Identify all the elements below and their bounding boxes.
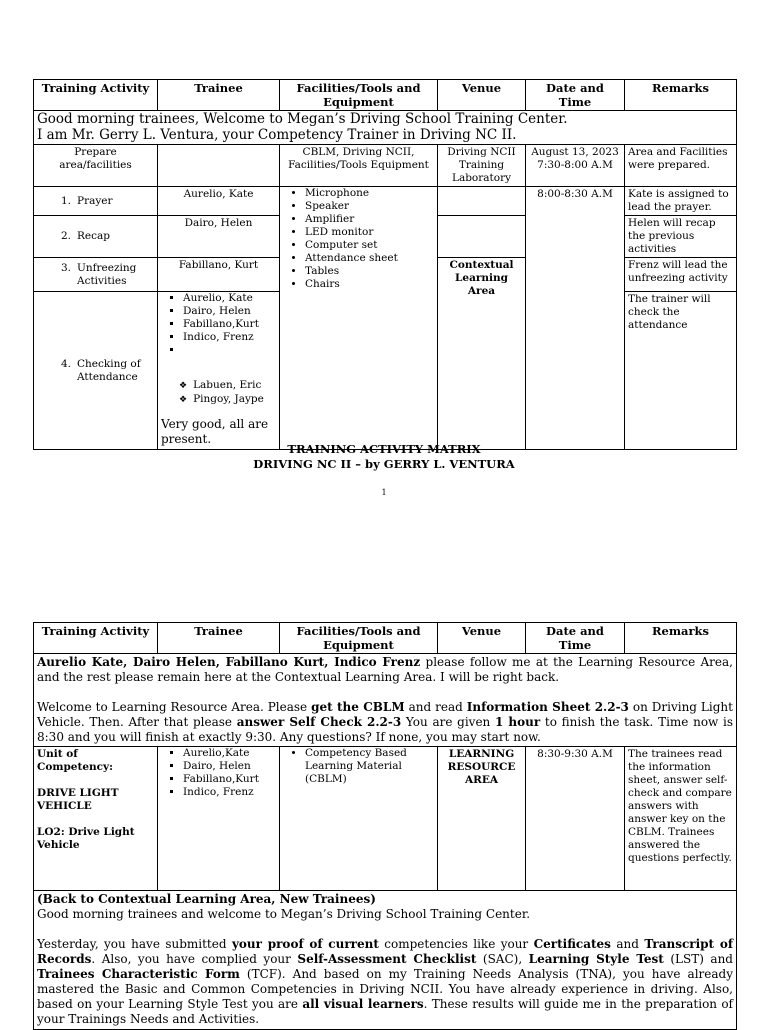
list-item: • Competency Based Learning Material (CBLM)	[305, 747, 434, 786]
page-title-line-2: DRIVING NC II – by GERRY L. VENTURA	[253, 457, 515, 471]
header-trainee: Trainee	[158, 623, 280, 654]
list-item: ▪ Dairo, Helen	[183, 760, 276, 773]
header-training-activity: Training Activity	[34, 623, 158, 654]
instruction-cell	[34, 654, 737, 747]
table-row	[34, 747, 737, 891]
page-number: 1	[381, 488, 387, 497]
activity-number: 3.	[60, 261, 71, 274]
list-item: • Computer set	[305, 239, 434, 252]
activity-label: Checking of Attendance	[77, 357, 141, 383]
instruction-paragraph-2: Welcome to Learning Resource Area. Please get the CBLM and read Information Sheet 2.2-3 on Driving Light Vehicle. Then. After that please answer Self Check 2.2-3 You are given 1 hour to finish the task. Time now is 8:30 and you will finish at exactly 9:30. Any questions? If none, you may start now.	[37, 700, 734, 744]
recap-remarks: Helen will recap the previous activities	[625, 216, 737, 258]
list-item: ▪ Indico, Frenz	[183, 786, 276, 799]
facilities-list	[283, 187, 434, 291]
list-item: ▪ Fabillano,Kurt	[183, 773, 276, 786]
prepare-venue: Driving NCII Training Laboratory	[438, 145, 526, 187]
list-item: • Tables	[305, 265, 434, 278]
list-item	[183, 344, 276, 357]
header-remarks: Remarks	[625, 80, 737, 111]
list-item: • Chairs	[305, 278, 434, 291]
prayer-trainee: Aurelio, Kate	[158, 187, 280, 216]
table2-instruction-row	[34, 654, 737, 747]
present-list	[161, 292, 276, 357]
prepare-activity: Prepare area/facilities	[34, 145, 158, 187]
prepare-time: 7:30-8:00 A.M	[537, 159, 613, 171]
header-remarks: Remarks	[625, 623, 737, 654]
intro-line-1: Good morning trainees, Welcome to Megan’s Driving School Training Center.	[37, 111, 568, 127]
attendance-remarks: The trainer will check the attendance	[625, 292, 737, 450]
header-venue: Venue	[438, 80, 526, 111]
contextual-venue: Contextual Learning Area	[438, 258, 526, 450]
table1-intro-row	[34, 111, 737, 145]
lrc-facilities	[280, 747, 438, 891]
list-item: ▪ Indico, Frenz	[183, 331, 276, 344]
page-title	[0, 442, 768, 472]
table-row	[34, 145, 737, 187]
list-item: • Attendance sheet	[305, 252, 434, 265]
closing-heading: (Back to Contextual Learning Area, New Trainees)	[37, 892, 376, 906]
lrc-trainees	[158, 747, 280, 891]
activity-number: 4.	[60, 357, 71, 370]
list-item: • Speaker	[305, 200, 434, 213]
unit-of-competency-cell	[34, 747, 158, 891]
activity-unfreezing	[34, 258, 158, 292]
recap-trainee: Dairo, Helen	[158, 216, 280, 258]
attendance-trainees	[158, 292, 280, 450]
lrc-remarks: The trainees read the information sheet, answer self-check and compare answers with answer key on the CBLM. Trainees answered the questions perfectly.	[625, 747, 737, 891]
attendance-note: Very good, all are present.	[161, 417, 269, 446]
prayer-venue	[438, 187, 526, 216]
activity-attendance	[34, 292, 158, 450]
closing-paragraph: Yesterday, you have submitted your proof of current competencies like your Certificates and Transcript of Records. Also, you have complied your Self-Assessment Checklist (SAC), Learning Style Test (LST) and Trainees Characteristic Form (TCF). And based on my Training Needs Analysis (TNA), you have already mastered the Basic and Common Competencies in Driving NCII. You have already experience in driving. Also, based on your Learning Style Test you are all visual learners. These results will guide me in the preparation of your Trainings Needs and Activities.	[37, 937, 734, 1026]
intro-line-2: I am Mr. Gerry L. Ventura, your Competency Trainer in Driving NC II.	[37, 127, 517, 143]
list-item: • Microphone	[305, 187, 434, 200]
facility-list	[283, 747, 434, 786]
activity-label: Unfreezing Activities	[77, 261, 137, 287]
list-item: • LED monitor	[305, 226, 434, 239]
intro-cell	[34, 111, 737, 145]
activity-recap	[34, 216, 158, 258]
header-date-time: Date and Time	[526, 80, 625, 111]
activity-label: Prayer	[77, 194, 113, 207]
prepare-datetime	[526, 145, 625, 187]
unit-value: DRIVE LIGHT VEHICLE	[37, 787, 119, 812]
list-item: ▪ Aurelio, Kate	[183, 292, 276, 305]
list-item: ▪ Fabillano,Kurt	[183, 318, 276, 331]
lrc-venue: LEARNING RESOURCE AREA	[438, 747, 526, 891]
table2-closing-row	[34, 891, 737, 1030]
training-matrix-table-2	[33, 622, 737, 1030]
recap-venue	[438, 216, 526, 258]
unfreezing-trainee: Fabillano, Kurt	[158, 258, 280, 292]
table2-header-row	[34, 623, 737, 654]
prepare-date: August 13, 2023	[531, 146, 619, 158]
activity-number: 1.	[60, 194, 71, 207]
prepare-facilities: CBLM, Driving NCII, Facilities/Tools Equipment	[280, 145, 438, 187]
closing-greeting: Good morning trainees and welcome to Megan’s Driving School Training Center.	[37, 907, 531, 921]
list-item: ❖ Pingoy, Jaype	[179, 393, 276, 407]
header-trainee: Trainee	[158, 80, 280, 111]
prayer-remarks: Kate is assigned to lead the prayer.	[625, 187, 737, 216]
instruction-paragraph-1: Aurelio Kate, Dairo Helen, Fabillano Kurt, Indico Frenz please follow me at the Learning Resource Area, and the rest please remain here at the Contextual Learning Area. I will be right back.	[37, 655, 733, 684]
training-matrix-table-1	[33, 79, 737, 450]
activity-label: Recap	[77, 230, 110, 242]
header-facilities: Facilities/Tools and Equipment	[280, 80, 438, 111]
header-venue: Venue	[438, 623, 526, 654]
session-time: 8:00-8:30 A.M	[526, 187, 625, 450]
header-date-time: Date and Time	[526, 623, 625, 654]
trainee-list	[161, 747, 276, 799]
list-item: ▪ Aurelio,Kate	[183, 747, 276, 760]
closing-cell	[34, 891, 737, 1030]
activity-number: 2.	[60, 230, 71, 242]
table1-header-row	[34, 80, 737, 111]
activity-prayer	[34, 187, 158, 216]
lrc-time: 8:30-9:30 A.M	[526, 747, 625, 891]
unit-label: Unit of Competency:	[37, 748, 114, 773]
prepare-trainee	[158, 145, 280, 187]
facilities-list-cell	[280, 187, 438, 450]
page-title-line-1: TRAINING ACTIVITY MATRIX	[287, 442, 481, 456]
prepare-remarks: Area and Facilities were prepared.	[625, 145, 737, 187]
header-training-activity: Training Activity	[34, 80, 158, 111]
header-facilities: Facilities/Tools and Equipment	[280, 623, 438, 654]
list-item: ▪ Dairo, Helen	[183, 305, 276, 318]
absent-list	[161, 379, 276, 407]
table-row	[34, 187, 737, 216]
lo-value: LO2: Drive Light Vehicle	[37, 826, 135, 851]
list-item: • Amplifier	[305, 213, 434, 226]
unfreezing-remarks: Frenz will lead the unfreezing activity	[625, 258, 737, 292]
list-item: ❖ Labuen, Eric	[179, 379, 276, 393]
